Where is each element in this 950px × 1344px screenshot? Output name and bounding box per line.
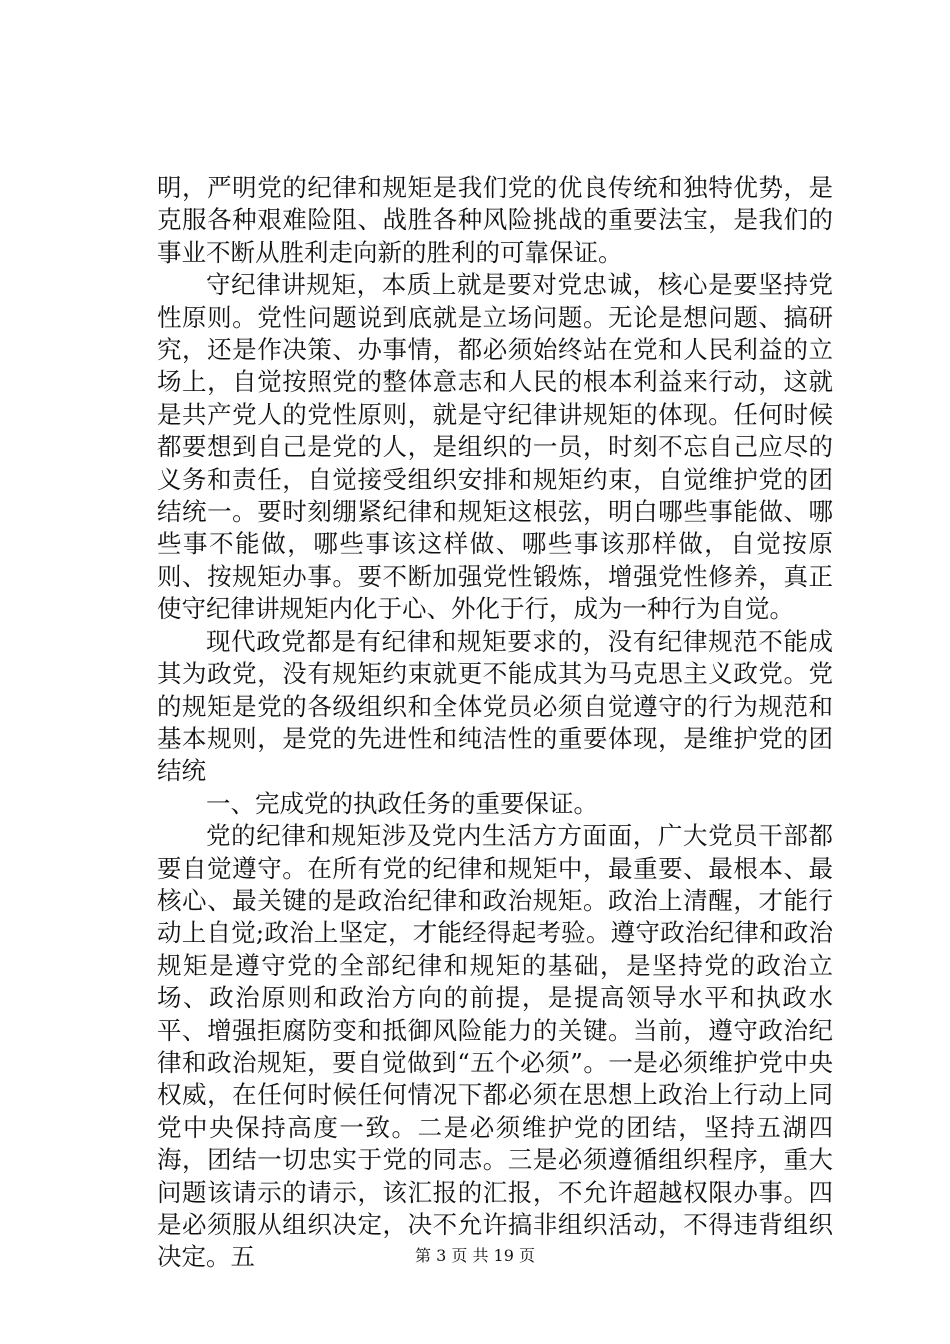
paragraph-modern-parties: 现代政党都是有纪律和规矩要求的，没有纪律规范不能成其为政党，没有规矩约束就更不能成其为马克思主义政党。党的规矩是党的各级组织和全体党员必须自觉遵守的行为规范和基本规则，是党的先进性和纯洁性的重要体现，是维护党的团结统 xyxy=(157,626,833,786)
paragraph-party-spirit: 守纪律讲规矩，本质上就是要对党忠诚，核心是要坚持党性原则。党性问题说到底就是立场问题。无论是想问题、搞研究，还是作决策、办事情，都必须始终站在党和人民利益的立场上，自觉按照党的整体意志和人民的根本利益来行动，这就是共产党人的党性原则，就是守纪律讲规矩的体现。任何时候都要想到自己是党的人，是组织的一员，时刻不忘自己应尽的义务和责任，自觉接受组织安排和规矩约束，自觉维护党的团结统一。要时刻绷紧纪律和规矩这根弦，明白哪些事能做、哪些事不能做，哪些事该这样做、哪些事该那样做，自觉按原则、按规矩办事。要不断加强党性锻炼，增强党性修养，真正使守纪律讲规矩内化于心、外化于行，成为一种行为自觉。 xyxy=(157,270,833,624)
page-number-footer: 第 3 页 共 19 页 xyxy=(415,1246,535,1265)
paragraph-governing-task: 一、完成党的执政任务的重要保证。 xyxy=(206,788,598,818)
paragraph-political-discipline: 党的纪律和规矩涉及党内生活方方面面，广大党员干部都要自觉遵守。在所有党的纪律和规矩中，最重要、最根本、最核心、最关键的是政治纪律和政治规矩。政治上清醒，才能行动上自觉;政治上坚定，才能经得起考验。遵守政治纪律和政治规矩是遵守党的全部纪律和规矩的基础，是坚持党的政治立场、政治原则和政治方向的前提，是提高领导水平和执政水平、增强拒腐防变和抵御风险能力的关键。当前，遵守政治纪律和政治规矩，要自觉做到“五个必须”。一是必须维护党中央权威，在任何时候任何情况下都必须在思想上政治上行动上同党中央保持高度一致。二是必须维护党的团结，坚持五湖四海，团结一切忠实于党的同志。三是必须遵循组织程序，重大问题该请示的请示，该汇报的汇报，不允许超越权限办事。四是必须服从组织决定，决不允许搞非组织活动，不得违背组织决定。五 xyxy=(157,821,833,1272)
paragraph-continuation: 明，严明党的纪律和规矩是我们党的优良传统和独特优势，是克服各种艰难险阻、战胜各种风险挑战的重要法宝，是我们的事业不断从胜利走向新的胜利的可靠保证。 xyxy=(157,173,833,267)
document-body xyxy=(157,172,833,1274)
